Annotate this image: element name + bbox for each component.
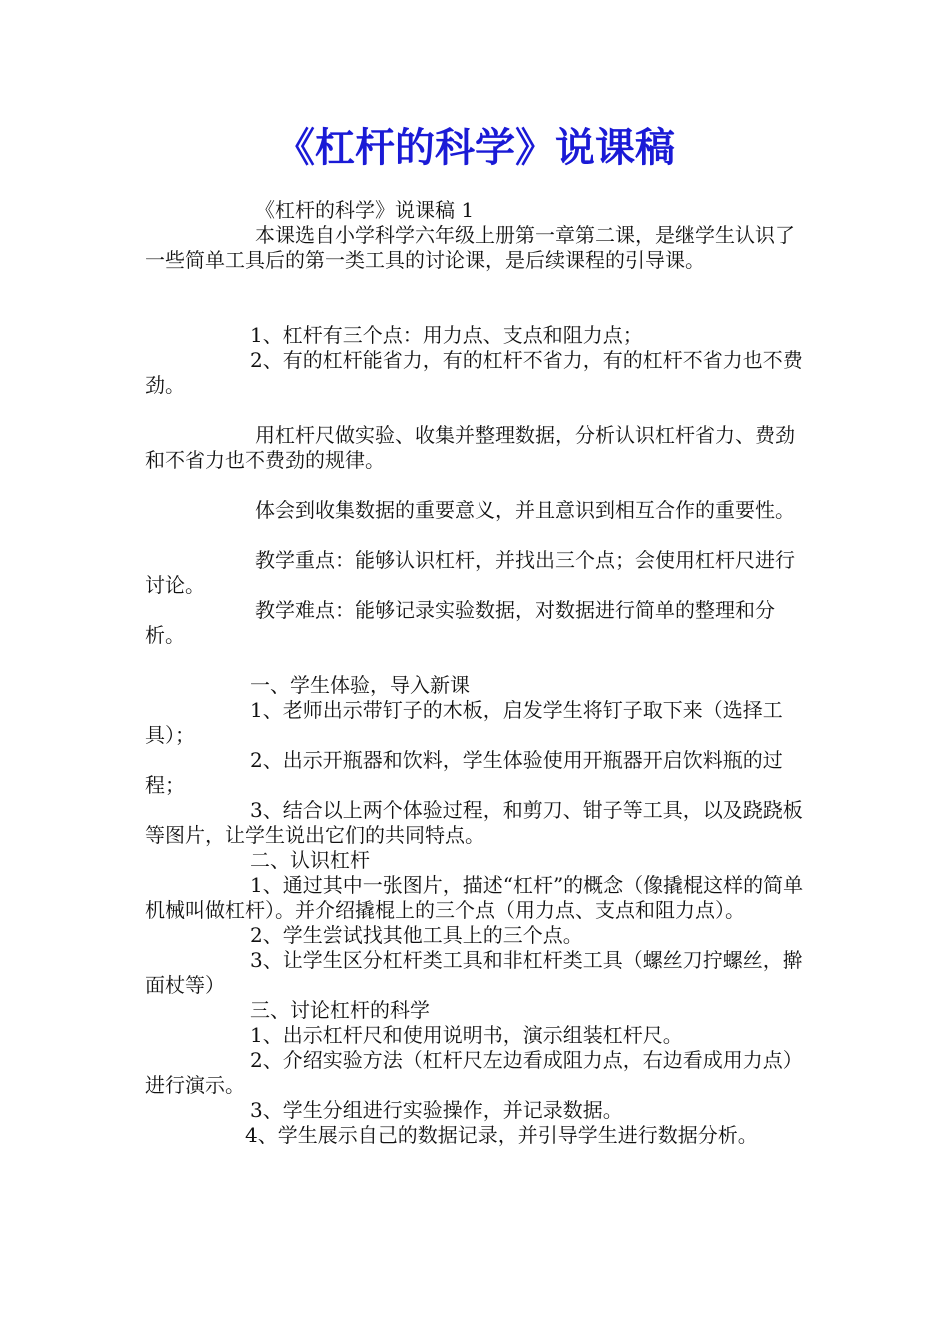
list-item: 2、学生尝试找其他工具上的三个点。 <box>250 923 583 947</box>
attitude-objective-paragraph: 体会到收集数据的重要意义，并且意识到相互合作的重要性。 <box>255 498 795 522</box>
objective-item-1: 1、杠杆有三个点：用力点、支点和阻力点； <box>250 323 643 347</box>
key-point-paragraph: 教学重点：能够认识杠杆，并找出三个点；会使用杠杆尺进行讨论。 <box>145 548 795 597</box>
spacer <box>145 523 807 548</box>
list-item: 3、学生分组进行实验操作，并记录数据。 <box>250 1098 623 1122</box>
list-item: 4、学生展示自己的数据记录，并引导学生进行数据分析。 <box>245 1123 758 1147</box>
list-item: 2、出示开瓶器和饮料，学生体验使用开瓶器开启饮料瓶的过程； <box>145 748 783 797</box>
list-item: 2、介绍实验方法（杠杆尺左边看成阻力点，右边看成用力点）进行演示。 <box>145 1048 803 1097</box>
spacer <box>145 398 807 423</box>
objective-item-2: 2、有的杠杆能省力，有的杠杆不省力，有的杠杆不省力也不费劲。 <box>145 348 803 397</box>
document-body <box>145 198 807 1148</box>
difficulty-paragraph: 教学难点：能够记录实验数据，对数据进行简单的整理和分析。 <box>145 598 775 647</box>
list-item: 1、出示杠杆尺和使用说明书，演示组装杠杆尺。 <box>250 1023 683 1047</box>
document-title: 《杠杆的科学》说课稿 <box>275 125 675 171</box>
section-heading-1: 一、学生体验，导入新课 <box>250 673 470 697</box>
spacer <box>145 473 807 498</box>
section-heading-3: 三、讨论杠杆的科学 <box>250 998 430 1022</box>
spacer <box>145 648 807 673</box>
process-objective-paragraph: 用杠杆尺做实验、收集并整理数据，分析认识杠杆省力、费劲和不省力也不费劲的规律。 <box>145 423 795 472</box>
list-item: 3、结合以上两个体验过程，和剪刀、钳子等工具，以及跷跷板等图片，让学生说出它们的共同特点。 <box>145 798 803 847</box>
subtitle-paragraph: 《杠杆的科学》说课稿 1 <box>255 198 475 222</box>
spacer <box>145 273 807 323</box>
section-heading-2: 二、认识杠杆 <box>250 848 370 872</box>
intro-paragraph: 本课选自小学科学六年级上册第一章第二课，是继学生认识了一些简单工具后的第一类工具的讨论课，是后续课程的引导课。 <box>145 223 795 272</box>
list-item: 3、让学生区分杠杆类工具和非杠杆类工具（螺丝刀拧螺丝，擀面杖等） <box>145 948 803 997</box>
list-item: 1、老师出示带钉子的木板，启发学生将钉子取下来（选择工具）； <box>145 698 783 747</box>
list-item: 1、通过其中一张图片，描述“杠杆”的概念（像撬棍这样的简单机械叫做杠杆）。并介绍撬棍上的三个点（用力点、支点和阻力点）。 <box>145 873 804 922</box>
